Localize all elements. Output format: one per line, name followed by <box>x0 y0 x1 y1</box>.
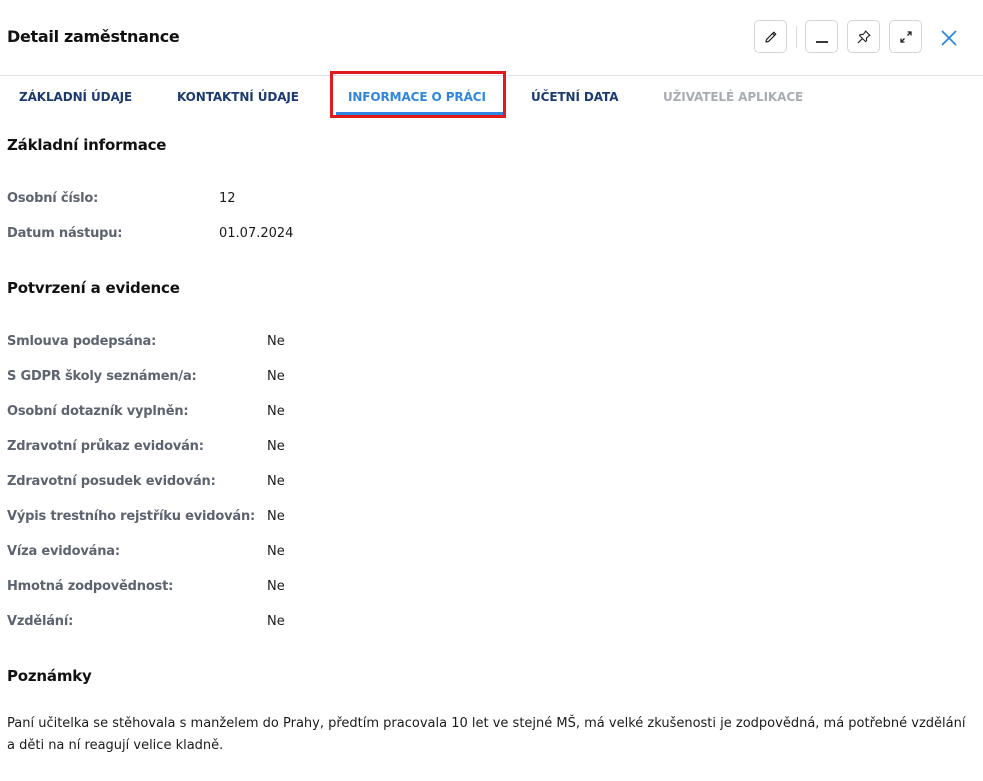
field-label-personal-number: Osobní číslo: <box>7 191 99 206</box>
expand-icon <box>898 29 914 45</box>
field-label-contract-signed: Smlouva podepsána: <box>7 334 157 349</box>
header-divider <box>796 26 797 48</box>
field-value-contract-signed: Ne <box>267 334 285 349</box>
field-value-health-card: Ne <box>267 439 285 454</box>
field-value-material-liability: Ne <box>267 579 285 594</box>
field-value-start-date: 01.07.2024 <box>219 226 294 241</box>
pencil-icon <box>763 29 779 45</box>
pin-button[interactable] <box>847 20 880 53</box>
tab-bar <box>0 77 983 119</box>
tab-accounting-data[interactable]: ÚČETNÍ DATA <box>531 90 619 104</box>
tab-app-users: UŽIVATELÉ APLIKACE <box>663 90 804 104</box>
section-title-notes: Poznámky <box>7 667 92 685</box>
field-label-questionnaire: Osobní dotazník vyplněn: <box>7 404 189 419</box>
edit-button[interactable] <box>754 20 787 53</box>
field-label-health-report: Zdravotní posudek evidován: <box>7 474 216 489</box>
section-title-confirmation: Potvrzení a evidence <box>7 279 180 297</box>
field-label-visa: Víza evidována: <box>7 544 120 559</box>
active-tab-indicator <box>336 112 503 115</box>
field-label-health-card: Zdravotní průkaz evidován: <box>7 439 204 454</box>
field-value-personal-number: 12 <box>219 191 236 206</box>
expand-button[interactable] <box>889 20 922 53</box>
field-value-education: Ne <box>267 614 285 629</box>
minimize-icon <box>814 29 830 45</box>
tab-contact-info[interactable]: KONTAKTNÍ ÚDAJE <box>177 90 299 104</box>
tab-basic-info[interactable]: ZÁKLADNÍ ÚDAJE <box>19 90 133 104</box>
field-value-health-report: Ne <box>267 474 285 489</box>
section-title-basic: Základní informace <box>7 136 167 154</box>
notes-text: Paní učitelka se stěhovala s manželem do Prahy, předtím pracovala 10 let ve stejné MŠ, má velké zkušenosti je zodpovědná, má potřebné vzdělání a děti na ní reagují velice kladně. <box>7 716 966 753</box>
pin-icon <box>856 29 872 45</box>
window-title: Detail zaměstnance <box>7 27 180 46</box>
close-button[interactable] <box>936 25 962 51</box>
field-label-education: Vzdělání: <box>7 614 74 629</box>
field-label-start-date: Datum nástupu: <box>7 226 123 241</box>
field-label-material-liability: Hmotná zodpovědnost: <box>7 579 174 594</box>
field-value-gdpr: Ne <box>267 369 285 384</box>
field-label-gdpr: S GDPR školy seznámen/a: <box>7 369 197 384</box>
window-header <box>0 0 983 76</box>
close-icon <box>939 28 959 48</box>
tab-work-info[interactable]: INFORMACE O PRÁCI <box>348 90 486 104</box>
minimize-button[interactable] <box>805 20 838 53</box>
field-value-visa: Ne <box>267 544 285 559</box>
field-label-criminal-record: Výpis trestního rejstříku evidován: <box>7 509 255 524</box>
field-value-criminal-record: Ne <box>267 509 285 524</box>
field-value-questionnaire: Ne <box>267 404 285 419</box>
